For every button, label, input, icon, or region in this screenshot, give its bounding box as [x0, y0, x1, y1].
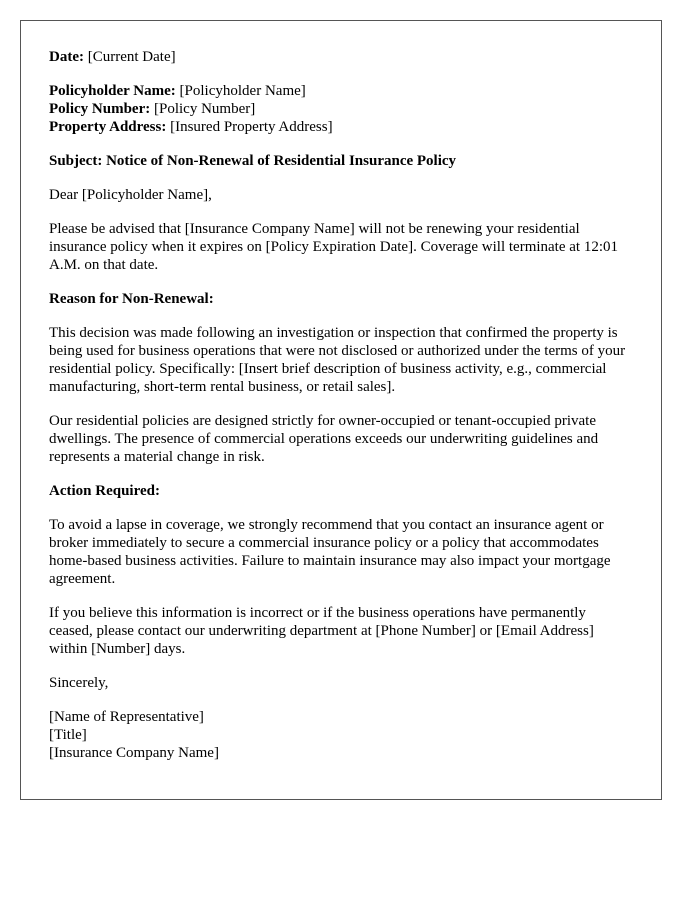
letter-document: [20, 20, 662, 800]
policy-number-value: [Policy Number]: [153, 101, 256, 117]
policyholder-name-line: [49, 82, 633, 100]
action-heading: Action Required:: [49, 483, 160, 499]
reason-heading: Reason for Non-Renewal:: [49, 291, 214, 307]
policy-number-label: Policy Number:: [49, 101, 151, 117]
closing: Sincerely,: [49, 675, 109, 691]
policy-info-block: [49, 82, 633, 136]
reason-paragraph-2: Our residential policies are designed strictly for owner-occupied or tenant-occupied private dwellings. The presence of commercial operations exceeds our underwriting guidelines and represents a material change in risk.: [49, 413, 599, 465]
intro-paragraph: Please be advised that [Insurance Company Name] will not be renewing your residential insurance policy when it expires on [Policy Expiration Date]. Coverage will terminate at 12:01 A.M. on that date.: [49, 221, 619, 273]
action-paragraph-2: If you believe this information is incorrect or if the business operations have permanently ceased, please contact our underwriting department at [Phone Number] or [Email Address] within [Number] days.: [49, 605, 594, 657]
signature-block: [49, 708, 633, 762]
date-value: [Current Date]: [87, 49, 176, 65]
salutation: Dear [Policyholder Name],: [49, 187, 212, 203]
date-line: [49, 48, 633, 66]
policyholder-name-label: Policyholder Name:: [49, 83, 176, 99]
signature-title: [Title]: [49, 727, 87, 743]
signature-company: [Insurance Company Name]: [49, 745, 219, 761]
subject-line: Subject: Notice of Non-Renewal of Residential Insurance Policy: [49, 153, 457, 169]
policyholder-name-value: [Policyholder Name]: [179, 83, 306, 99]
property-address-label: Property Address:: [49, 119, 167, 135]
action-paragraph-1: To avoid a lapse in coverage, we strongly recommend that you contact an insurance agent or broker immediately to secure a commercial insurance policy or a policy that accommodates home-based business activities. Failure to maintain insurance may also impact your mortgage agreement.: [49, 517, 611, 587]
reason-paragraph-1: This decision was made following an investigation or inspection that confirmed the property is being used for business operations that were not disclosed or authorized under the terms of your residential policy. Specifically: [Insert brief description of business activity, e.g., commercial manufacturing, short-term rental business, or retail sales].: [49, 325, 626, 395]
date-label: Date:: [49, 49, 84, 65]
signature-name: [Name of Representative]: [49, 709, 204, 725]
policy-number-line: [49, 100, 633, 118]
property-address-line: [49, 118, 633, 136]
property-address-value: [Insured Property Address]: [170, 119, 333, 135]
